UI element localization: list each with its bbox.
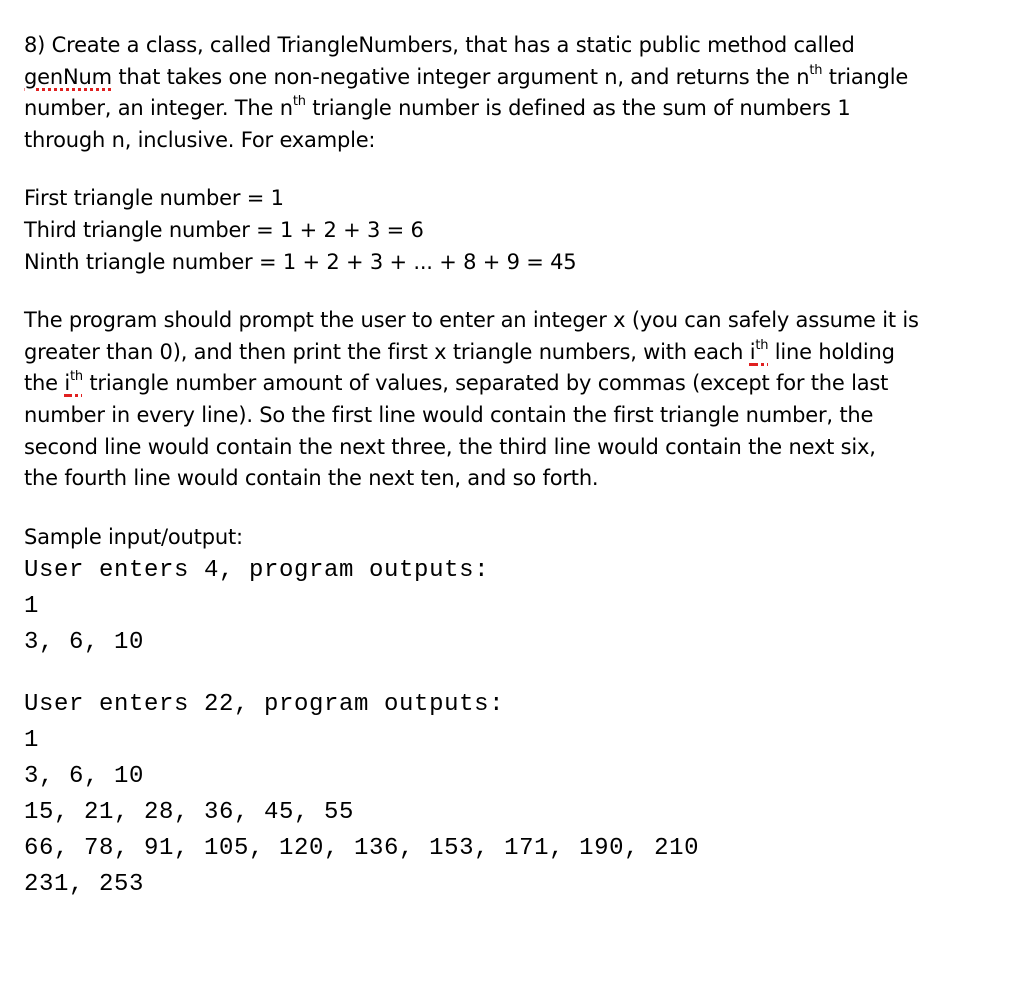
output-line: 1 [24,727,40,755]
output-line: 1 [24,593,40,621]
problem-statement [24,30,1004,156]
text-line: number, an integer. The $n^{th}$ triangle number is defined as the sum of numbers 1 [24,94,851,121]
text-line: The program should prompt the user to enter an integer x (you can safely assume it is [24,308,919,333]
spellcheck-word: genNum [24,64,112,89]
output-line: 3, 6, 10 [24,629,145,657]
superscript: th [69,369,83,385]
output-line: 3, 6, 10 [24,763,145,791]
superscript: th [755,337,769,353]
spellcheck-word: $i^{th}$ [64,369,83,396]
program-requirements [24,305,1004,495]
sample-output-2 [24,687,1004,903]
text-line: second line would contain the next three, the third line would contain the next six, [24,434,876,459]
examples-block [24,183,1004,278]
sample-prompt: User enters 22, program outputs: [24,691,505,719]
sample-output-1 [24,553,1004,661]
text-line: genNum that takes one non-negative integer argument n, and returns the $n^{th}$ triangle [24,62,909,89]
text-line: number in every line). So the first line would contain the first triangle number, the [24,402,874,427]
output-line: 66, 78, 91, 105, 120, 136, 153, 171, 190, 210 [24,835,700,863]
superscript: th [292,94,306,110]
example-line: Ninth triangle number = 1 + 2 + 3 + ... + 8 + 9 = 45 [24,249,577,274]
text-line: the $i^{th}$ triangle number amount of values, separated by commas (except for the last [24,369,889,396]
text-line: greater than 0), and then print the first x triangle numbers, with each $i^{th}$ line holding [24,337,895,364]
text-line: through n, inclusive. For example: [24,127,376,152]
text-line: 8) Create a class, called TriangleNumbers, that has a static public method called [24,33,855,57]
text-line: the fourth line would contain the next ten, and so forth. [24,466,599,491]
example-line: First triangle number = 1 [24,186,284,211]
output-line: 15, 21, 28, 36, 45, 55 [24,799,355,827]
example-line: Third triangle number = 1 + 2 + 3 = 6 [24,217,424,242]
sample-prompt: User enters 4, program outputs: [24,557,490,585]
spellcheck-word: $i^{th}$ [749,337,769,364]
superscript: th [809,62,823,78]
document-page [24,30,1004,903]
output-line: 231, 253 [24,871,145,899]
sample-label: Sample input/output: [24,524,243,549]
